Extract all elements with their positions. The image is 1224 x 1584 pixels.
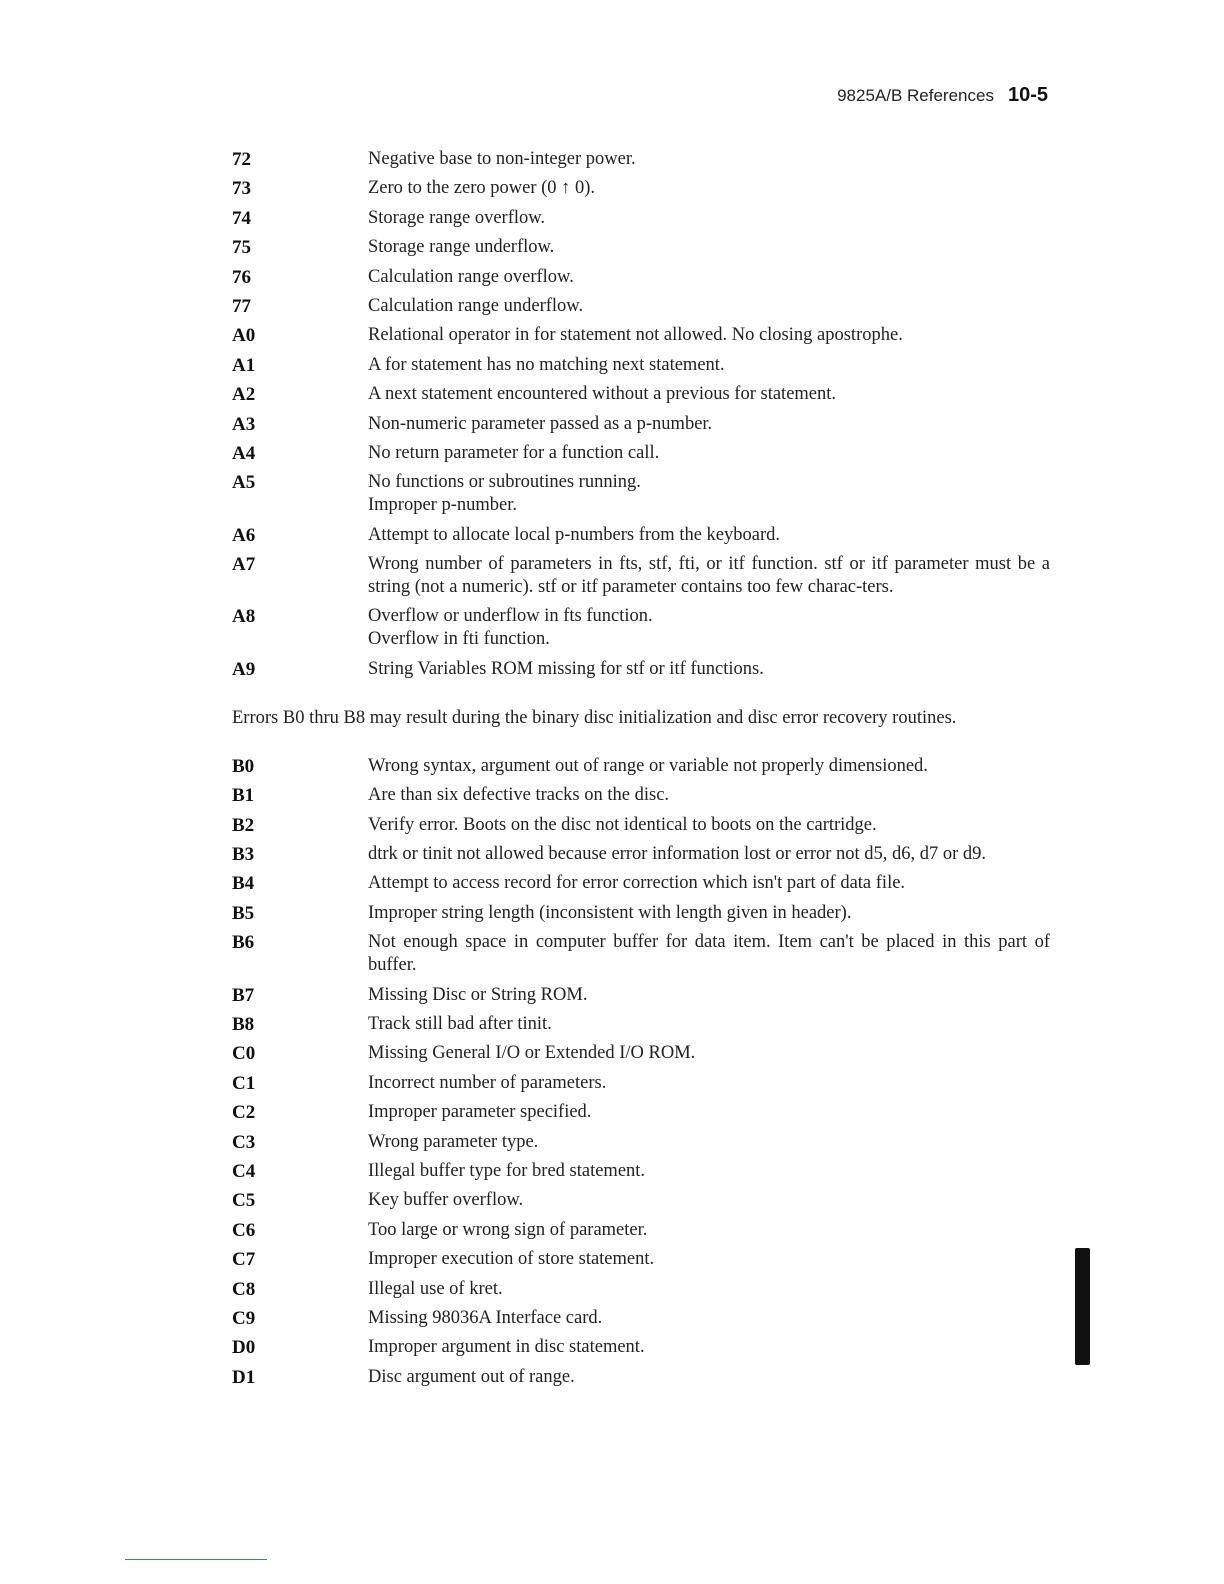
error-description-line: Improper parameter specified.	[368, 1102, 592, 1123]
error-code: A1	[232, 354, 256, 376]
error-description	[368, 1248, 1050, 1271]
error-code: C9	[232, 1307, 256, 1329]
error-entry	[232, 843, 1050, 866]
error-description	[368, 324, 1050, 347]
error-description-line: A for statement has no matching next statement.	[368, 354, 725, 375]
error-description	[368, 984, 1050, 1007]
error-description	[368, 784, 1050, 807]
error-description-line: Attempt to access record for error correction which isn't part of data file.	[368, 873, 906, 894]
error-code: D1	[232, 1366, 256, 1388]
error-description-line: Calculation range underflow.	[368, 295, 584, 316]
error-code: B8	[232, 1013, 255, 1035]
error-entry	[232, 177, 1050, 200]
error-description-line: dtrk or tinit not allowed because error information lost or error not d5, d6, d7 or d9.	[368, 844, 987, 865]
error-code: B0	[232, 755, 255, 777]
error-description-line: No functions or subroutines running.	[368, 472, 641, 493]
error-code: A8	[232, 606, 256, 628]
error-description-line: Track still bad after tinit.	[368, 1013, 552, 1034]
error-code: C7	[232, 1249, 256, 1271]
error-code-listing	[232, 148, 1050, 1395]
error-entry	[232, 1042, 1050, 1065]
error-description-line: Illegal buffer type for bred statement.	[368, 1160, 646, 1181]
error-description-line: No return parameter for a function call.	[368, 442, 660, 463]
error-entry	[232, 266, 1050, 289]
error-entry	[232, 354, 1050, 377]
error-code: A4	[232, 442, 256, 464]
error-description	[368, 354, 1050, 377]
error-entry	[232, 605, 1050, 651]
error-code: A7	[232, 554, 256, 576]
error-code: C6	[232, 1219, 256, 1241]
error-code: B1	[232, 785, 255, 807]
error-description	[368, 1131, 1050, 1154]
error-code: C4	[232, 1160, 256, 1182]
error-code: 76	[232, 266, 251, 288]
page-header	[837, 84, 1048, 107]
error-entry	[232, 324, 1050, 347]
error-description-line: Are than six defective tracks on the disc.	[368, 785, 670, 806]
error-description-line: Wrong parameter type.	[368, 1131, 539, 1152]
footer-rule	[125, 1559, 267, 1560]
error-entry	[232, 814, 1050, 837]
error-description	[368, 442, 1050, 465]
error-code: A0	[232, 325, 256, 347]
error-entry	[232, 1219, 1050, 1242]
error-list-group-b	[232, 755, 1050, 1389]
page-number: 10-5	[1007, 84, 1048, 106]
error-code: A9	[232, 658, 256, 680]
error-description	[368, 1072, 1050, 1095]
error-entry	[232, 1101, 1050, 1124]
error-description	[368, 148, 1050, 171]
error-description-line: Wrong syntax, argument out of range or variable not properly dimensioned.	[368, 755, 928, 776]
intro-paragraph: Errors B0 thru B8 may result during the binary disc initialization and disc error recovery routines.	[232, 707, 957, 728]
error-entry	[232, 383, 1050, 406]
error-entry	[232, 1160, 1050, 1183]
error-code: 74	[232, 207, 251, 229]
error-entry	[232, 755, 1050, 778]
error-entry	[232, 1248, 1050, 1271]
error-entry	[232, 1189, 1050, 1212]
error-entry	[232, 553, 1050, 599]
error-description-line: Not enough space in computer buffer for data item. Item can't be placed in this part of buffer.	[368, 932, 1050, 976]
error-description	[368, 1307, 1050, 1330]
error-code: D0	[232, 1337, 256, 1359]
error-description	[368, 931, 1050, 977]
error-description	[368, 658, 1050, 681]
error-description	[368, 295, 1050, 318]
error-code: C5	[232, 1190, 256, 1212]
error-code: A3	[232, 413, 256, 435]
error-description-line: Incorrect number of parameters.	[368, 1072, 607, 1093]
error-description	[368, 1336, 1050, 1359]
error-entry	[232, 1278, 1050, 1301]
error-entry	[232, 984, 1050, 1007]
error-description	[368, 605, 1050, 651]
error-entry	[232, 931, 1050, 977]
error-entry	[232, 872, 1050, 895]
error-description	[368, 236, 1050, 259]
error-code: A2	[232, 384, 256, 406]
error-description	[368, 553, 1050, 599]
error-entry	[232, 524, 1050, 547]
error-description	[368, 1101, 1050, 1124]
error-entry	[232, 1072, 1050, 1095]
error-description-line: Disc argument out of range.	[368, 1366, 575, 1387]
error-description	[368, 413, 1050, 436]
error-description-line: Overflow in fti function.	[368, 629, 550, 650]
error-description	[368, 814, 1050, 837]
error-code: C1	[232, 1072, 256, 1094]
error-entry	[232, 413, 1050, 436]
error-description	[368, 1219, 1050, 1242]
error-code: B3	[232, 844, 255, 866]
error-description-line: Key buffer overflow.	[368, 1190, 524, 1211]
error-description-line: Verify error. Boots on the disc not identical to boots on the cartridge.	[368, 814, 877, 835]
error-description-line: Improper string length (inconsistent with length given in header).	[368, 902, 852, 923]
error-code: B4	[232, 873, 255, 895]
error-description	[368, 207, 1050, 230]
error-description-line: Improper p-number.	[368, 495, 517, 516]
error-description-line: Zero to the zero power (0 ↑ 0).	[368, 178, 596, 199]
error-entry	[232, 207, 1050, 230]
error-description-line: Too large or wrong sign of parameter.	[368, 1219, 648, 1240]
error-description	[368, 1366, 1050, 1389]
error-code: B5	[232, 902, 255, 924]
error-code: C3	[232, 1131, 256, 1153]
error-description	[368, 177, 1050, 200]
error-entry	[232, 471, 1050, 517]
error-description-line: Overflow or underflow in fts function.	[368, 606, 653, 627]
error-code: B2	[232, 814, 255, 836]
error-entry	[232, 1013, 1050, 1036]
error-entry	[232, 1336, 1050, 1359]
error-code: 75	[232, 237, 251, 259]
error-description-line: Missing General I/O or Extended I/O ROM.	[368, 1043, 696, 1064]
error-description-line: Wrong number of parameters in fts, stf, fti, or itf function. stf or itf parameter must be a string (not a numeric). stf or itf parameter contains too few charac-ters.	[368, 554, 1050, 598]
error-description-line: Calculation range overflow.	[368, 266, 574, 287]
error-description	[368, 1189, 1050, 1212]
error-code: B6	[232, 932, 255, 954]
error-entry	[232, 236, 1050, 259]
error-entry	[232, 1131, 1050, 1154]
error-description	[368, 383, 1050, 406]
error-description-line: Attempt to allocate local p-numbers from the keyboard.	[368, 524, 781, 545]
error-code: C8	[232, 1278, 256, 1300]
error-code: C2	[232, 1102, 256, 1124]
error-code: 73	[232, 178, 251, 200]
error-description	[368, 1042, 1050, 1065]
error-entry	[232, 148, 1050, 171]
error-description	[368, 266, 1050, 289]
error-description-line: Illegal use of kret.	[368, 1278, 503, 1299]
error-description-line: Missing 98036A Interface card.	[368, 1307, 603, 1328]
error-description	[368, 843, 1050, 866]
error-description-line: Storage range underflow.	[368, 237, 555, 258]
error-entry	[232, 902, 1050, 925]
page-tab-marker	[1075, 1248, 1090, 1365]
error-description-line: Relational operator in for statement not allowed. No closing apostrophe.	[368, 325, 903, 346]
error-description	[368, 524, 1050, 547]
error-description	[368, 872, 1050, 895]
error-description-line: Missing Disc or String ROM.	[368, 984, 588, 1005]
error-description-line: Improper argument in disc statement.	[368, 1337, 645, 1358]
error-description-line: A next statement encountered without a previous for statement.	[368, 384, 837, 405]
error-code: A6	[232, 524, 256, 546]
error-entry	[232, 658, 1050, 681]
section-title: 9825A/B References	[837, 86, 994, 105]
error-list-group-a	[232, 148, 1050, 681]
error-description-line: Non-numeric parameter passed as a p-number.	[368, 413, 713, 434]
error-description	[368, 902, 1050, 925]
error-description	[368, 755, 1050, 778]
error-description-line: Improper execution of store statement.	[368, 1249, 655, 1270]
error-description	[368, 1160, 1050, 1183]
error-code: A5	[232, 472, 256, 494]
error-description	[368, 471, 1050, 517]
error-description-line: String Variables ROM missing for stf or itf functions.	[368, 658, 764, 679]
error-entry	[232, 1366, 1050, 1389]
error-code: 77	[232, 295, 251, 317]
error-entry	[232, 442, 1050, 465]
error-code: 72	[232, 149, 251, 170]
error-entry	[232, 1307, 1050, 1330]
error-entry	[232, 295, 1050, 318]
error-description-line: Negative base to non-integer power.	[368, 149, 636, 169]
error-code: C0	[232, 1043, 256, 1065]
error-description	[368, 1278, 1050, 1301]
error-entry	[232, 784, 1050, 807]
error-description	[368, 1013, 1050, 1036]
error-code: B7	[232, 984, 255, 1006]
error-description-line: Storage range overflow.	[368, 207, 546, 228]
